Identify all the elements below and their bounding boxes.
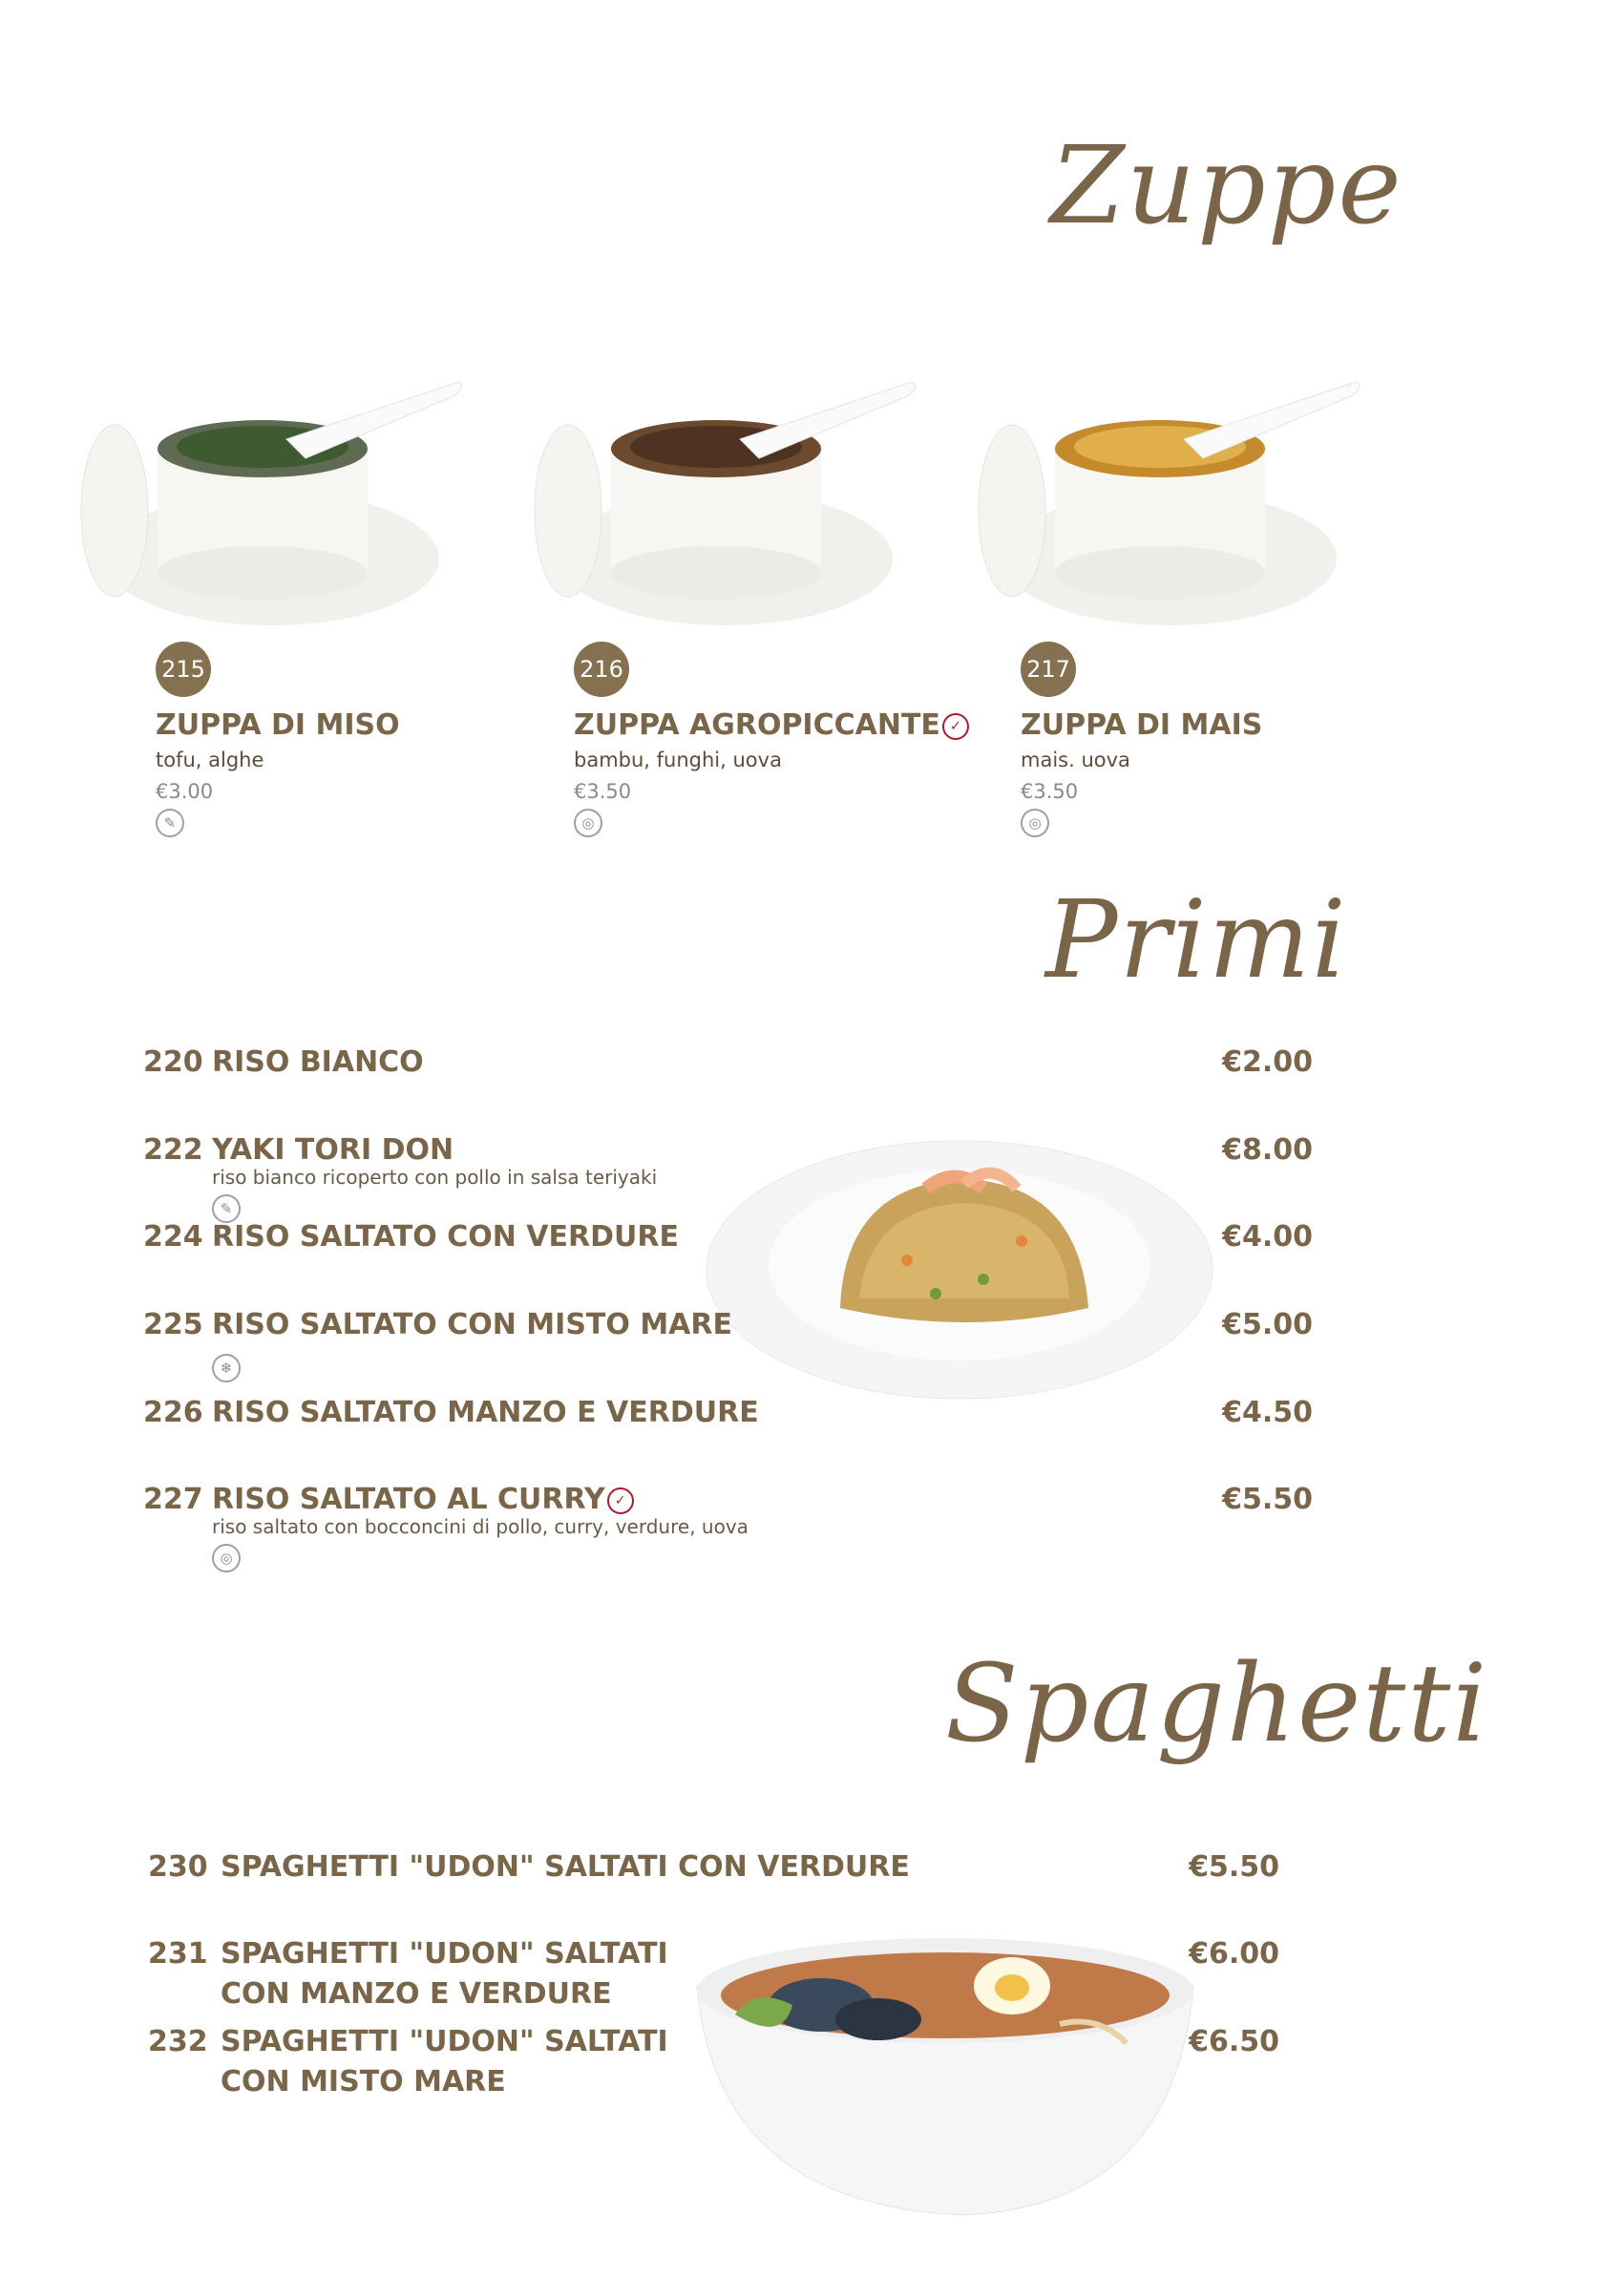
- item-price: €4.50: [1222, 1396, 1313, 1429]
- gluten-icon: ◎: [574, 809, 602, 837]
- primi-section-title: Primi: [1045, 878, 1348, 1002]
- miso-soup-photo: [67, 344, 468, 649]
- item-number: 231: [148, 1937, 208, 1971]
- corn-soup-photo: [964, 344, 1365, 649]
- item-name: [221, 1934, 668, 2014]
- chili-pepper-icon: ✓: [607, 1487, 634, 1514]
- wheat-icon: ✎: [156, 809, 184, 837]
- udon-noodles-photo: [678, 1900, 1213, 2225]
- item-name: RISO SALTATO CON MISTO MARE: [212, 1308, 732, 1341]
- item-name-text: ZUPPA AGROPICCANTE: [574, 708, 940, 742]
- item-price: €3.00: [156, 780, 214, 803]
- item-price: €8.00: [1222, 1133, 1313, 1167]
- item-name: [221, 2022, 668, 2102]
- item-name: ZUPPA DI MISO: [156, 708, 400, 742]
- snowflake-icon: ❄: [212, 1354, 241, 1382]
- item-price: €5.00: [1222, 1308, 1313, 1341]
- item-name: RISO SALTATO MANZO E VERDURE: [212, 1396, 759, 1429]
- item-price: €5.50: [1222, 1483, 1313, 1516]
- item-number: 226: [143, 1396, 203, 1429]
- item-number-badge: 216: [574, 642, 629, 697]
- item-price: €5.50: [1189, 1850, 1279, 1884]
- zuppe-section-title: Zuppe: [1050, 124, 1403, 248]
- item-name: YAKI TORI DON: [212, 1133, 454, 1167]
- item-name: ZUPPA DI MAIS: [1021, 708, 1263, 742]
- item-number: 222: [143, 1133, 203, 1167]
- item-description: mais. uova: [1021, 749, 1130, 771]
- item-number-badge: 217: [1021, 642, 1076, 697]
- item-name-line2: CON MISTO MARE: [221, 2065, 506, 2099]
- item-name: [221, 1847, 910, 1888]
- item-price: €6.00: [1189, 1937, 1279, 1971]
- hot-sour-soup-photo: [520, 344, 921, 649]
- item-name-line1: SPAGHETTI "UDON" SALTATI: [221, 1937, 668, 1971]
- item-description: riso bianco ricoperto con pollo in salsa teriyaki: [212, 1166, 658, 1189]
- item-number: 232: [148, 2025, 208, 2058]
- item-name: [212, 1483, 634, 1516]
- item-name: RISO SALTATO CON VERDURE: [212, 1220, 679, 1254]
- item-name-line1: SPAGHETTI "UDON" SALTATI CON VERDURE: [221, 1850, 910, 1884]
- item-number-badge: 215: [156, 642, 211, 697]
- item-name-line1: SPAGHETTI "UDON" SALTATI: [221, 2025, 668, 2058]
- item-description: bambu, funghi, uova: [574, 749, 782, 771]
- item-name: RISO BIANCO: [212, 1045, 424, 1079]
- item-price: €2.00: [1222, 1045, 1313, 1079]
- gluten-icon: ◎: [1021, 809, 1049, 837]
- item-number: 220: [143, 1045, 203, 1079]
- item-number: 225: [143, 1308, 203, 1341]
- item-number: 224: [143, 1220, 203, 1254]
- item-description: riso saltato con bocconcini di pollo, curry, verdure, uova: [212, 1515, 749, 1538]
- item-number: 230: [148, 1850, 208, 1884]
- chili-pepper-icon: ✓: [942, 713, 969, 740]
- item-name-line2: CON MANZO E VERDURE: [221, 1977, 612, 2011]
- spaghetti-section-title: Spaghetti: [945, 1642, 1489, 1766]
- item-number: 227: [143, 1483, 203, 1516]
- fried-rice-photo: [687, 1117, 1222, 1423]
- item-price: €3.50: [1021, 780, 1079, 803]
- wheat-icon: ✎: [212, 1194, 241, 1223]
- item-price: €6.50: [1189, 2025, 1279, 2058]
- gluten-icon: ◎: [212, 1544, 241, 1572]
- item-name-text: RISO SALTATO AL CURRY: [212, 1483, 605, 1516]
- item-name: [574, 708, 969, 742]
- item-description: tofu, alghe: [156, 749, 264, 771]
- item-price: €4.00: [1222, 1220, 1313, 1254]
- item-price: €3.50: [574, 780, 632, 803]
